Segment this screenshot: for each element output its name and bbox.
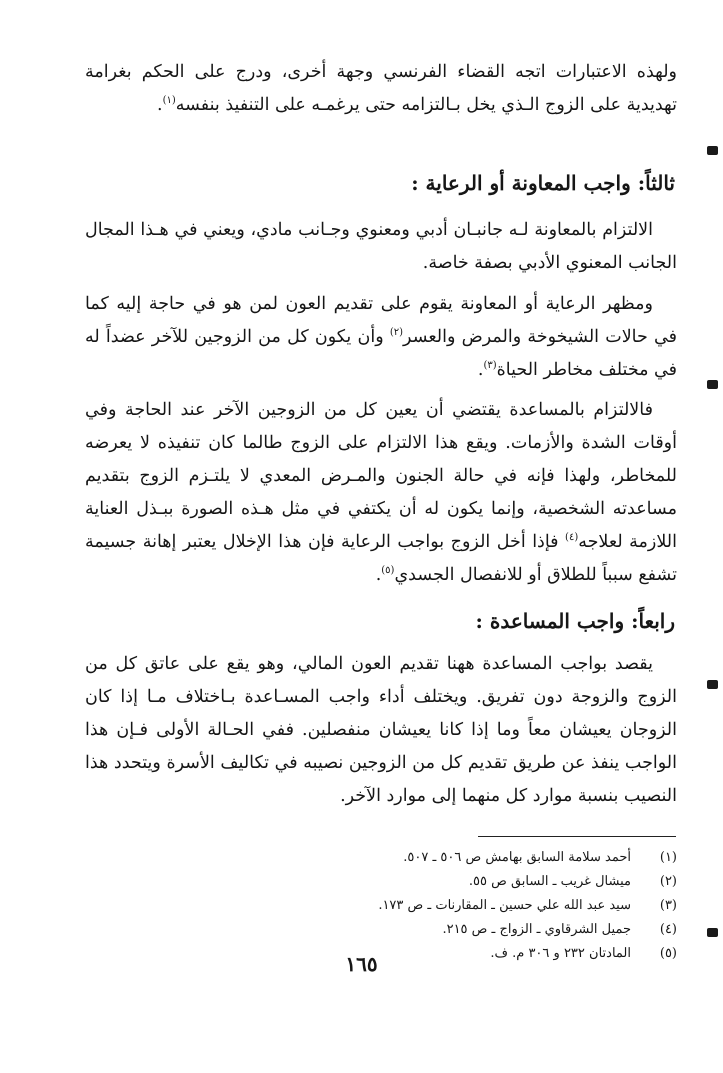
paragraph-assistance-definition: الالتزام بالمعاونة لـه جانبـان أدبي ومعنوي وجـانب مادي، ويعني في هـذا المجال الجانب المعنوي الأدبي بصفة خاصة. bbox=[85, 220, 677, 273]
footnote-text: جميل الشرقاوي ـ الزواج ـ ص ٢١٥. bbox=[442, 922, 631, 937]
scan-edge-mark bbox=[707, 146, 718, 155]
paragraph-care-aspect-text-a: ومظهر الرعاية أو المعاونة يقوم على تقديم العون لمن هو في حاجة إليه كما في حالات الشيخوخة والمرض والعسر bbox=[85, 294, 677, 347]
footnote-text: المادتان ٢٣٢ و ٣٠٦ م. ف. bbox=[490, 946, 631, 961]
footnote-ref-5: (٥) bbox=[381, 565, 395, 577]
heading-third-duty: ثالثاً: واجب المعاونة أو الرعاية : bbox=[411, 171, 675, 195]
scan-edge-mark bbox=[707, 680, 718, 689]
footnotes-list bbox=[77, 846, 677, 966]
paragraph-help-obligation-text-b: فإذا أخل الزوج بواجب الرعاية فإن هذا الإخلال يعتبر إهانة جسيمة تشفع سبباً للطلاق أو للانفصال الجسدي bbox=[85, 532, 677, 585]
scan-edge-mark bbox=[707, 928, 718, 937]
footnote-item bbox=[77, 918, 677, 942]
footnote-number: (١) bbox=[659, 850, 677, 865]
paragraph-intro-end: . bbox=[157, 95, 163, 115]
footnote-number: (٢) bbox=[659, 874, 677, 889]
footnote-item bbox=[77, 894, 677, 918]
footnote-ref-3: (٣) bbox=[483, 360, 497, 372]
footnote-number: (٥) bbox=[659, 946, 677, 961]
page-number: ١٦٥ bbox=[345, 952, 378, 976]
footnote-text: سيد عبد الله علي حسين ـ المقارنات ـ ص ١٧٣. bbox=[378, 898, 631, 913]
paragraph-intro-text: ولهذه الاعتبارات اتجه القضاء الفرنسي وجهة أخرى، ودرج على الحكم بغرامة تهديدية على الزوج الـذي يخل بـالتزامه حتى يرغمـه على التنفيذ بنفسه bbox=[85, 62, 677, 115]
footnote-separator bbox=[478, 836, 676, 837]
scan-edge-mark bbox=[707, 380, 718, 389]
footnote-ref-2: (٢) bbox=[389, 327, 404, 339]
heading-fourth-duty: رابعاً: واجب المساعدة : bbox=[475, 609, 675, 633]
paragraph-help-obligation-text-a: فالالتزام بالمساعدة يقتضي أن يعين كل من الزوجين الآخر عند الحاجة وفي أوقات الشدة والأزمات. ويقع هذا الالتزام على الزوج طالما كان تنفيذه لا يعرضه للمخاطر، ولهذا فإنه في حالة الجنون والمـرض المعدي لا يلتـزم الزوج بتقديم مساعدته الشخصية، وإنما يكون له أن يكتفي في مثل هـذه الصورة ببـذل العناية اللازمة لعلاجه bbox=[85, 400, 677, 552]
footnote-item bbox=[77, 846, 677, 870]
paragraph-intro bbox=[85, 56, 677, 122]
footnote-item bbox=[77, 870, 677, 894]
paragraph-help-obligation-end: . bbox=[375, 565, 382, 585]
paragraph-help-obligation bbox=[85, 394, 677, 592]
footnote-number: (٤) bbox=[659, 922, 677, 937]
footnote-text: أحمد سلامة السابق بهامش ص ٥٠٦ ـ ٥٠٧. bbox=[403, 850, 631, 865]
paragraph-care-aspect bbox=[85, 288, 677, 387]
footnote-text: ميشال غريب ـ السابق ص ٥٥. bbox=[468, 874, 631, 889]
footnote-number: (٣) bbox=[659, 898, 677, 913]
footnote-ref-4: (٤) bbox=[565, 532, 579, 544]
paragraph-care-aspect-end: . bbox=[477, 360, 484, 380]
paragraph-financial-aid: يقصد بواجب المساعدة ههنا تقديم العون المالي، وهو يقع على عاتق كل من الزوج والزوجة دون تفريق. ويختلف أداء واجب المسـاعدة بـاختلاف مـا إذا كان الزوجان يعيشان معاً وما إذا كانا يعيشان منفصلين. ففي الحـالة الأولى فـإن هذا الواجب ينفذ عن طريق تقديم كل من الزوجين نصيبه في تكاليف الأسرة ويتحدد هذا النصيب بنسبة موارد كل منهما إلى موارد الآخر. bbox=[85, 654, 677, 806]
footnote-ref-1: (١) bbox=[162, 95, 176, 107]
paragraph-care-aspect-text-b: وأن يكون كل من الزوجين للآخر عضداً له في مختلف مخاطر الحياة bbox=[85, 327, 677, 380]
